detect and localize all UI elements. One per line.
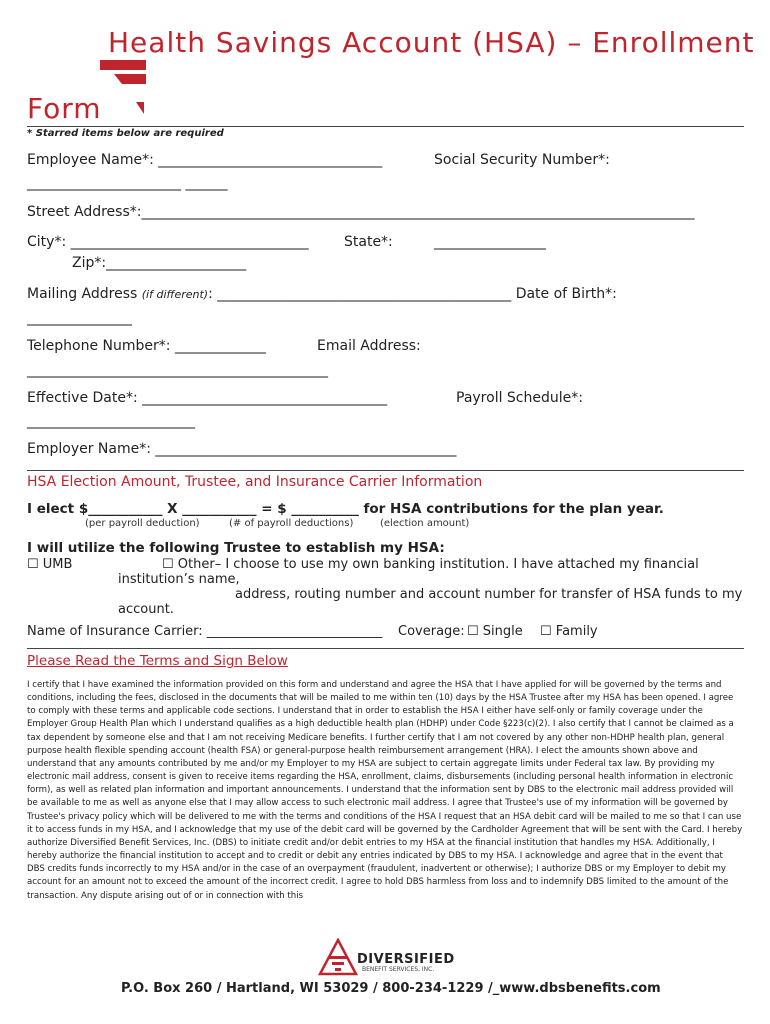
header-logo-mark-icon: [98, 60, 148, 116]
state-field[interactable]: ________________: [434, 234, 546, 250]
umb-option[interactable]: [27, 557, 72, 572]
other-checkbox[interactable]: ☐: [162, 557, 174, 572]
other-line-4: account.: [118, 602, 174, 617]
email-field[interactable]: ___________________________________________: [27, 362, 328, 378]
city-field[interactable]: City*: __________________________________: [27, 234, 309, 250]
family-label: Family: [555, 624, 598, 639]
single-option[interactable]: [467, 624, 523, 639]
telephone-field[interactable]: Telephone Number*: _____________: [27, 338, 266, 354]
family-checkbox[interactable]: ☐: [540, 624, 552, 639]
mailing-address-label: Mailing Address: [27, 286, 142, 302]
election-section-title: HSA Election Amount, Trustee, and Insurance Carrier Information: [27, 474, 483, 490]
dob-field[interactable]: _______________: [27, 310, 132, 326]
dbs-logo-icon: [318, 938, 358, 976]
email-label: Email Address:: [317, 338, 421, 354]
mailing-address-line: : __________________________________________ Date of Birth*:: [208, 286, 617, 302]
other-line-2: institution’s name,: [118, 572, 240, 587]
terms-heading: Please Read the Terms and Sign Below: [27, 653, 288, 669]
street-address-field[interactable]: Street Address*:_______________________________________________________________________________: [27, 204, 695, 220]
footer-address: P.O. Box 260 / Hartland, WI 53029 / 800-234-1229 /_www.dbsbenefits.com: [121, 981, 661, 996]
umb-label: UMB: [42, 557, 73, 572]
other-label: Other– I choose to use my own banking institution. I have attached my financial: [177, 557, 699, 572]
payroll-schedule-label: Payroll Schedule*:: [456, 390, 583, 406]
other-line-3: address, routing number and account number for transfer of HSA funds to my: [235, 587, 743, 602]
terms-divider: [27, 648, 744, 649]
coverage-label: Coverage:: [398, 624, 465, 639]
ssn-field[interactable]: ______________________ ______: [27, 175, 228, 191]
election-amount-caption: (election amount): [380, 518, 470, 529]
single-label: Single: [482, 624, 523, 639]
per-payroll-caption: (per payroll deduction): [85, 518, 200, 529]
mailing-address-note: (if different): [141, 288, 209, 301]
section-divider: [27, 470, 744, 471]
zip-field[interactable]: Zip*:____________________: [72, 255, 247, 271]
page-title-line2: Form: [27, 92, 102, 125]
mailing-address-field[interactable]: [27, 286, 617, 302]
title-divider: [27, 126, 744, 127]
umb-checkbox[interactable]: ☐: [27, 557, 39, 572]
ssn-label: Social Security Number*:: [434, 152, 610, 168]
state-label: State*:: [344, 234, 393, 250]
terms-body: I certify that I have examined the information provided on this form and understand and agree the HSA that I have applied for will be governed by the terms and conditions, including the fees, disclosed in the documents that will be mailed to me within ten (10) days by the HSA Trustee after my HSA has been opened. I agree to comply with these terms and applicable code sections. I understand that in order to establish the HSA I either have self-only or family coverage under the Employer Group Health Plan which I understand qualifies as a high deductible health plan (HDHP) under Code §223(c)(2). I also certify that I cannot be claimed as a tax dependent by someone else and that I am not receiving Medicare benefits. I further certify that I am not covered by any other non-HDHP health plan, general purpose health flexible spending account (health FSA) or general-purpose health reimbursement arrangement (HRA). I elect the amounts shown above and understand that any amounts contributed by me and/or my Employer to my HSA are subject to certain aggregate limits under Federal tax law. By providing my electronic mail address, consent is given to receive items regarding the HSA, enrollment, claims, disbursements (including personal health information in electronic form), as well as related plan information and important announcements. I understand that the information sent by DBS to the electronic mail address provided will be available to me as well as anyone else that I may allow access to such electronic mail address. I agree that Trustee's use of my information will be governed by Trustee's privacy policy which will be delivered to me with the terms and conditions of the HSA I request that an HSA debit card will be mailed to me so that I can use it to access funds in my HSA, and I acknowledge that my use of the debit card will be governed by the Cardholder Agreement that will be sent with the Card. I hereby authorize Diversified Benefit Services, Inc. (DBS) to initiate credit and/or debit entries to my HSA at the financial institution that handles my HSA. Additionally, I hereby authorize the financial institution to accept and to credit or debit any entries indicated by DBS to my HSA. I acknowledge and agree that in the event that DBS credits funds incorrectly to my HSA and/or in the case of an overpayment (fraudulent, inadvertent or otherwise); I authorize DBS or my Employer to debit my account for an amount not to exceed the amount of the incorrect credit. I agree to hold DBS harmless from loss and to indemnify DBS limited to the amount of the transaction. Any dispute arising out of or in connection with this: [27, 680, 743, 901]
other-option[interactable]: [162, 557, 699, 572]
effective-date-field[interactable]: Effective Date*: ___________________________________: [27, 390, 388, 406]
employee-name-field[interactable]: Employee Name*: ________________________________: [27, 152, 383, 168]
required-note: * Starred items below are required: [27, 128, 224, 139]
num-deductions-caption: (# of payroll deductions): [229, 518, 354, 529]
election-amount-line[interactable]: I elect $___________ X ___________ = $ __________ for HSA contributions for the plan year.: [27, 501, 664, 517]
family-option[interactable]: [540, 624, 598, 639]
trustee-heading: I will utilize the following Trustee to establish my HSA:: [27, 540, 445, 556]
single-checkbox[interactable]: ☐: [467, 624, 479, 639]
payroll-schedule-field[interactable]: ________________________: [27, 413, 195, 429]
page-title: Health Savings Account (HSA) – Enrollment: [108, 26, 755, 59]
insurance-carrier-field[interactable]: Name of Insurance Carrier: ___________________________: [27, 624, 383, 639]
employer-name-field[interactable]: Employer Name*: ___________________________________________: [27, 441, 457, 457]
dbs-logo-name: DIVERSIFIED: [357, 952, 455, 967]
dbs-logo-subtitle: BENEFIT SERVICES, INC.: [362, 966, 435, 973]
